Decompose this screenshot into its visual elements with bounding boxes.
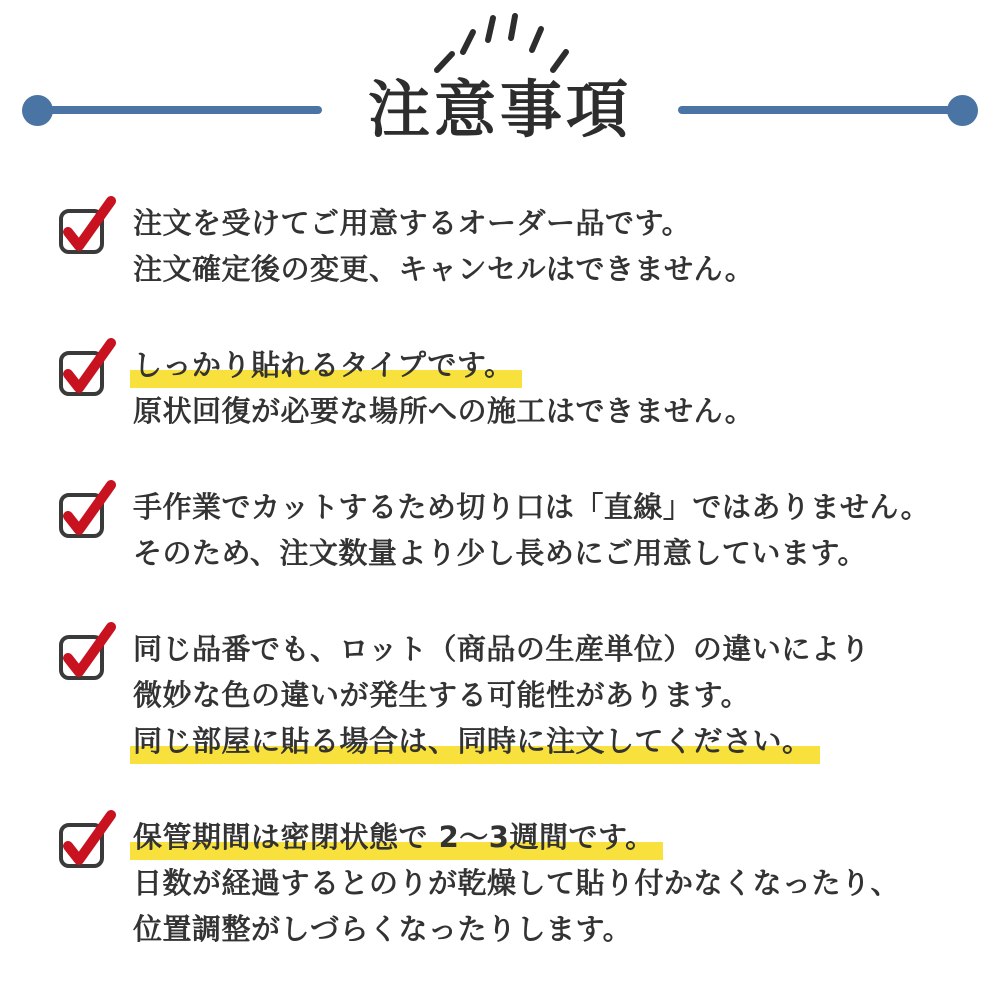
notice-list bbox=[0, 200, 1000, 952]
burst-rays-icon bbox=[425, 12, 575, 76]
notice-line: 注文を受けてご用意するオーダー品です。 bbox=[133, 206, 692, 240]
notice-line: 同じ品番でも、ロット（商品の生産単位）の違いにより bbox=[133, 632, 870, 666]
notice-line: 位置調整がしづらくなったりします。 bbox=[133, 912, 633, 946]
checkbox-checked-icon bbox=[55, 338, 117, 398]
right-divider-line bbox=[678, 106, 951, 114]
list-item bbox=[0, 814, 1000, 952]
highlighted-notice-line: 保管期間は密閉状態で 2〜3週間です。 bbox=[130, 820, 663, 860]
checkbox-checked-icon bbox=[55, 196, 117, 256]
list-item bbox=[0, 342, 1000, 434]
item-text bbox=[133, 200, 754, 292]
burst-rays-wrap bbox=[0, 0, 1000, 68]
checkbox-checked-icon bbox=[55, 622, 117, 682]
item-text bbox=[133, 626, 870, 764]
list-item bbox=[0, 200, 1000, 292]
list-item bbox=[0, 484, 1000, 576]
title-header bbox=[0, 70, 1000, 150]
checkbox-checked-icon bbox=[55, 810, 117, 870]
notice-line: 原状回復が必要な場所への施工はできません。 bbox=[133, 394, 755, 428]
highlighted-notice-line: しっかり貼れるタイプです。 bbox=[130, 348, 522, 388]
notice-line: 日数が経過するとのりが乾燥して貼り付かなくなったり、 bbox=[133, 866, 901, 900]
left-divider-line bbox=[49, 106, 322, 114]
page-title: 注意事項 bbox=[368, 72, 633, 146]
notice-line: 微妙な色の違いが発生する可能性があります。 bbox=[133, 678, 751, 712]
item-text bbox=[133, 342, 754, 434]
item-text bbox=[133, 814, 900, 952]
right-end-dot bbox=[947, 95, 978, 126]
highlighted-notice-line: 同じ部屋に貼る場合は、同時に注文してください。 bbox=[130, 724, 820, 764]
notice-line: そのため、注文数量より少し長めにご用意しています。 bbox=[133, 536, 868, 570]
list-item bbox=[0, 626, 1000, 764]
item-text bbox=[133, 484, 930, 576]
notice-line: 手作業でカットするため切り口は「直線」ではありません。 bbox=[133, 490, 931, 524]
notice-line: 注文確定後の変更、キャンセルはできません。 bbox=[133, 252, 755, 286]
checkbox-checked-icon bbox=[55, 480, 117, 540]
